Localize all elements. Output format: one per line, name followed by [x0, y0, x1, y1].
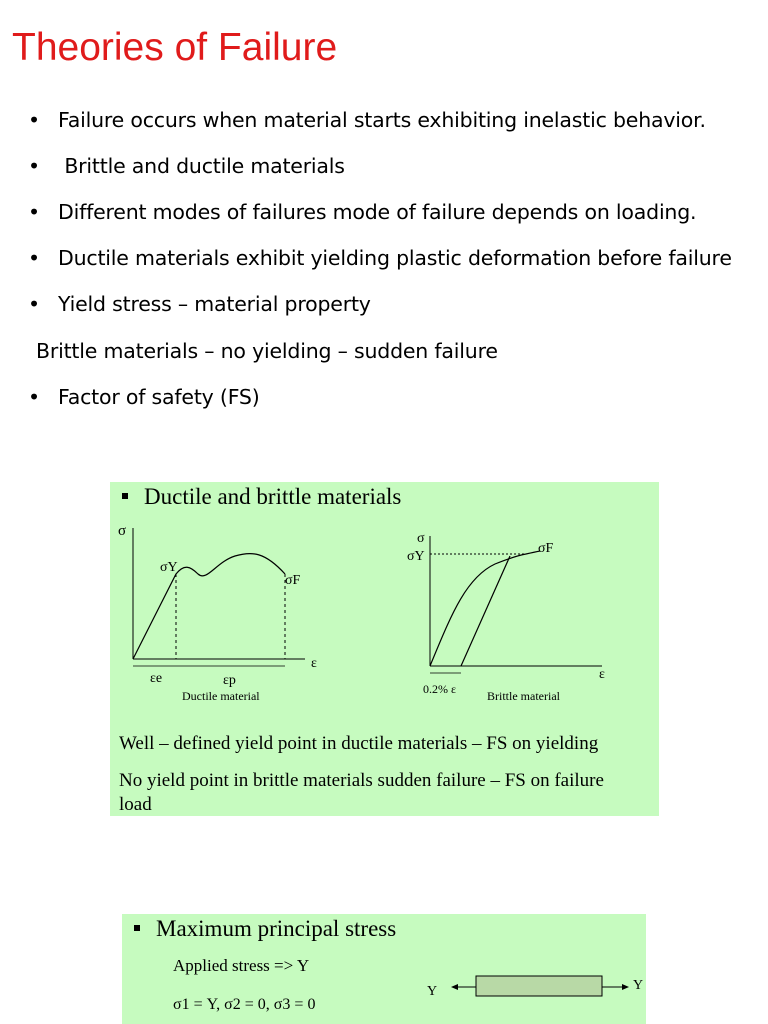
left-arrowhead-icon [451, 984, 458, 990]
plastic-strain-label: εp [223, 673, 236, 688]
ductile-x-axis-label: ε [311, 656, 317, 671]
brittle-caption: Brittle material [487, 689, 560, 703]
plain-line: Brittle materials – no yielding – sudden failure [36, 339, 498, 363]
brittle-yield-label: σY [407, 549, 425, 564]
page-title: Theories of Failure [12, 26, 338, 69]
bullet-item: • Failure occurs when material starts exhibiting inelastic behavior. [28, 108, 706, 132]
brittle-x-axis-label: ε [599, 667, 605, 682]
ductile-note: Well – defined yield point in ductile materials – FS on yielding [119, 733, 599, 754]
loaded-bar [476, 976, 602, 996]
principal-stresses-text: σ1 = Y, σ2 = 0, σ3 = 0 [173, 996, 316, 1013]
ductile-y-axis-label: σ [118, 523, 127, 539]
brittle-y-axis-label: σ [417, 531, 425, 546]
figure-heading: Ductile and brittle materials [122, 484, 401, 510]
figure-heading: Maximum principal stress [134, 916, 396, 942]
brittle-fracture-label: σF [538, 541, 554, 556]
bullet-item: • Factor of safety (FS) [28, 385, 260, 409]
ductile-yield-label: σY [160, 560, 178, 575]
bullet-item: • Yield stress – material property [28, 292, 371, 316]
offset-label: 0.2% ε [423, 682, 457, 696]
ductile-caption: Ductile material [182, 689, 260, 703]
brittle-curve [430, 551, 540, 666]
right-load-label: Y [633, 978, 644, 993]
ductile-fracture-label: σF [285, 573, 301, 588]
brittle-note: No yield point in brittle materials sudden failure – FS on failure [119, 770, 604, 791]
bullet-glyph: • [28, 246, 40, 270]
max-principal-stress-figure [122, 914, 646, 1024]
bullet-glyph: • [28, 385, 40, 409]
bullet-item: • Ductile materials exhibit yielding plastic deformation before failure [28, 246, 732, 270]
applied-stress-text: Applied stress => Y [173, 956, 310, 975]
bullet-item: • Different modes of failures mode of failure depends on loading. [28, 200, 697, 224]
stress-strain-diagrams [110, 518, 659, 758]
square-bullet-icon [122, 493, 128, 499]
ductile-brittle-figure [110, 482, 659, 816]
brittle-note-continued: load [119, 794, 152, 815]
offset-line [461, 556, 510, 666]
bullet-glyph: • [28, 292, 40, 316]
ductile-curve [133, 554, 285, 659]
bullet-item: • Brittle and ductile materials [28, 154, 345, 178]
right-arrowhead-icon [622, 984, 629, 990]
uniaxial-bar-diagram [122, 914, 646, 1024]
left-load-label: Y [427, 984, 438, 999]
bullet-glyph: • [28, 154, 40, 178]
bullet-glyph: • [28, 108, 40, 132]
elastic-strain-label: εe [150, 671, 163, 686]
bullet-glyph: • [28, 200, 40, 224]
